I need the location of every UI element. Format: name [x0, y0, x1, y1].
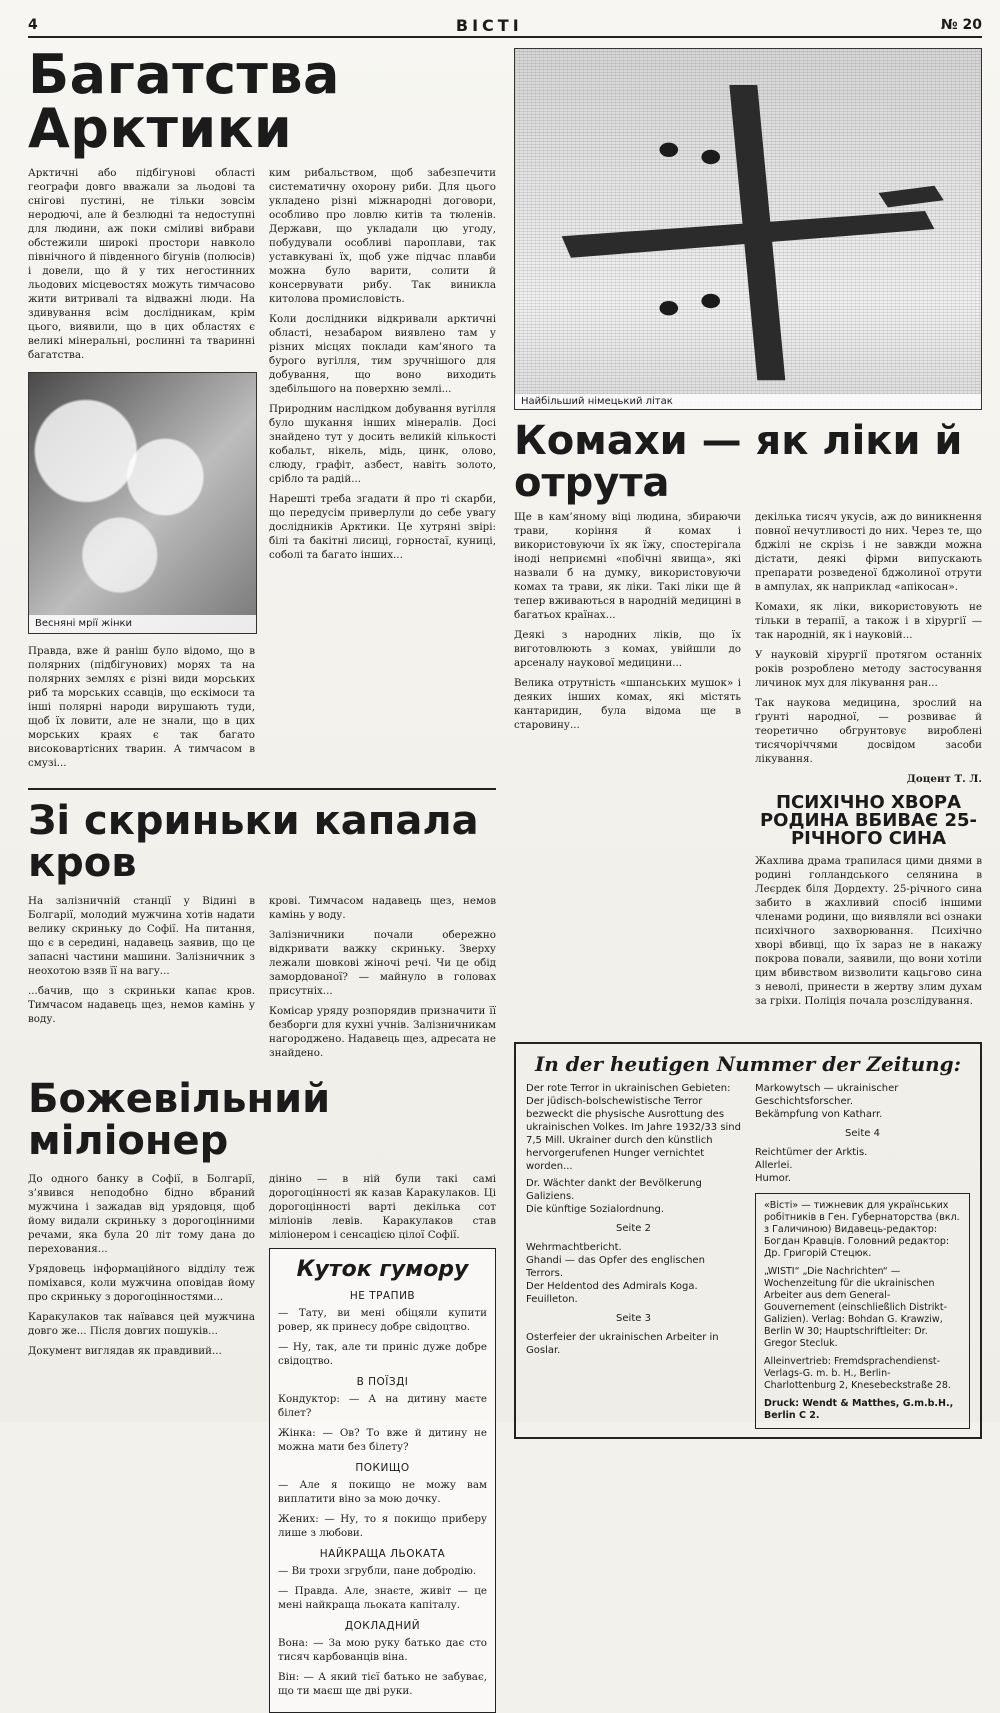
joke-text — [278, 1478, 487, 1540]
article-arctic — [28, 48, 496, 778]
right-column — [514, 48, 982, 1713]
contents-right — [755, 1082, 970, 1429]
imprint-line: Druck: Wendt & Matthes, G.m.b.H., Berlin C 2. — [764, 1398, 954, 1421]
contents-line: Allerlei. — [755, 1160, 793, 1171]
article-family — [755, 794, 982, 1008]
article-column-2 — [755, 510, 982, 1014]
paragraph: Документ виглядав як правдивий... — [28, 1345, 222, 1357]
paragraph: Залізничники почали обережно відкривати важку скриньку. Зверху лежали шовкові жіночі речі. Чи це обід замордованої? — майнуло в головах присутніх... — [269, 929, 496, 997]
divider — [28, 788, 496, 790]
article-body-two-columns — [28, 1172, 496, 1713]
paragraph: У науковій хірургії протягом останніх років розроблено методу застосування личинок мух для лікування ран... — [755, 649, 982, 689]
paragraph: Урядовець інформаційного відділу теж поміхався, коли мужчина оповідав йому про скриньку з дорогоцінностями... — [28, 1263, 255, 1303]
paragraph: декілька тисяч укусів, аж до виникнення повної нечутливості до них. Через те, що бджілі не скрізь і не завжди можна дістати, деякі фірми випускають препарати розведеної бджолиної отрути в ампулах, як наприклад «апікосан». — [755, 511, 982, 593]
joke-text — [278, 1392, 487, 1454]
joke-line: — Ви трохи згрубли, пане добродію. — [278, 1565, 477, 1577]
paragraph: Коли дослідники відкривали арктичні області, незабаром виявлено там у різних місцях поклади кам’яного та бурого вугілля, тим зручнішого для добування, що воно виходить здебільшого на поверхню землі... — [269, 313, 496, 395]
article-blood-box — [28, 800, 496, 1066]
paragraph: Природним наслідком добування вугілля було шукання інших мінералів. Досі знайдено тут у досить великій кількості кобальт, нікель, мідь, цинк, олово, слюду, графіт, азбест, навіть золото, срібло та радій... — [269, 403, 496, 485]
joke-line: Жінка: — Ов? То вже й дитину не можна мати без білету? — [278, 1427, 487, 1453]
contents-line: Der rote Terror in ukrainischen Gebieten: Der jüdisch-bolschewistische Terror bezweckt die physische Ausrottung des ukrainischen Volkes. Im Jahre 1932/33 sind 7,5 Mill. Ukrainer durch den künstlich hervorgerufenen Hunger vernichtet worden... — [526, 1083, 741, 1172]
imprint-box — [755, 1193, 970, 1429]
imprint-line: Alleinvertrieb: Fremdsprachendienst-Verlags-G. m. b. H., Berlin-Charlottenburg 2, Knesebeckstraße 28. — [764, 1356, 951, 1391]
article-column-1 — [28, 1172, 255, 1713]
paragraph: Жахлива драма трапилася цими днями в родині голландського селянина в Леєрдек біля Дордехту. 25-річного сина забито в жахливий спосіб іншими членами родини, що виявляли всі ознаки психічного захворювання. Психічно хворі вбивці, що їх зараз не в накажу покрова повали, заявили, що вони хотіли цим вбивством визволити кацьгово сина з неволі, принести в жертву злим духам за гріхи. Поліція почала розслідування. — [755, 855, 982, 1007]
contents-line: Der Heldentod des Admirals Koga. — [526, 1281, 698, 1292]
article-column-1 — [28, 166, 255, 776]
paragraph: Нарешті треба згадати й про ті скарби, що передусім приверлули до себе увагу дослідників Арктики. Це хутряні звірі: білі та бакітні лисиці, горностаї, куниці, соболі та багато інших... — [269, 493, 496, 561]
paragraph: Комісар уряду розпорядив призначити її безборги для кухні учнів. Залізничникам нагороджено. Надавець щез, адресата не знайдено. — [269, 1005, 496, 1059]
joke-line: — Правда. Але, знаєте, живіт — це мені найкраща льоката капіталу. — [278, 1585, 487, 1611]
paragraph: крові. Тимчасом надавець щез, немов камінь у воду. — [269, 895, 496, 921]
paragraph: Так наукова медицина, зрослий на ґрунті народної, — розвиває й теоретично обгрунтовує вироблені тисячоріччями досвідом засоби лікування. — [755, 697, 982, 765]
article-column-1 — [514, 510, 741, 1014]
article-body-two-columns — [514, 510, 982, 1014]
contents-box — [514, 1042, 982, 1439]
contents-line: Reichtümer der Arktis. — [755, 1147, 868, 1158]
main-grid — [28, 48, 982, 1697]
paragraph: ким рибальством, щоб забезпечити систематичну охорону риби. Для цього укладено різні міжнародні договори, особливо про ловлю китів та тюленів. Держави, що укладали цю угоду, побудували особливі пароплави, так уставкувані їх, щоб уже підчас плавби можна було варити, солити й консервувати рибу. Так виникла китолова промисловість. — [269, 167, 496, 305]
article-title: Божевільний міліонер — [28, 1076, 331, 1164]
airplane-illustration — [515, 49, 981, 409]
contents-page: Seite 4 — [845, 1128, 880, 1139]
article-column-1 — [28, 894, 255, 1066]
paragraph: До одного банку в Софії, в Болгарії, з’явився неподобно бідно вбраний мужчина і зажадав від урядовця, щоб йому видали скриньку з дорогоцінними речами, яка була 20 літ тому дана до перехования... — [28, 1173, 255, 1255]
author: Доцент Т. Л. — [906, 773, 982, 785]
joke-line: Кондуктор: — А на дитину маєте білет? — [278, 1393, 487, 1419]
article-title: Зі скриньки капала кров — [28, 798, 479, 886]
contents-line: Feuilleton. — [526, 1294, 578, 1305]
photo-airplane — [514, 48, 982, 410]
joke-text — [278, 1636, 487, 1698]
imprint-line: «Вісті» — тижневик для українських робітників в Ген. Губернаторства (вкл. з Галичиною) Видавець-редактор: Богдан Кравців. Головний редактор: Др. Григорій Стецюк. — [764, 1200, 960, 1259]
contents-page: Seite 2 — [616, 1223, 651, 1234]
paragraph: Деякі з народних ліків, що їх виготовлюють з комах, увійшли до арсеналу наукової медицини... — [514, 629, 741, 669]
humor-box — [269, 1248, 496, 1713]
contents-line: Wehrmachtbericht. — [526, 1242, 622, 1253]
paragraph: Правда, вже й раніш було відомо, що в полярних (підбігунових) морях та на полярних землях є різні види морських риб та морських ссавців, що ескімоси та інші полярні народи вирушають туди, щоб їх ловити, але не знали, що в цих морських краях є так багато високовартісних тварин. А тимчасом в смузі... — [28, 645, 255, 769]
paragraph: Комахи, як ліки, використовують не тільки в терапії, а також і в хірургії — так народній, як і науковій... — [755, 601, 982, 641]
paragraph: На залізничній станції у Відині в Болгарії, молодий мужчина хотів надати велику скриньку до Софії. На питання, що є в середині, надавець заявив, що це запасні частини машини. Залізничник з неохотою взяв її на вагу... — [28, 895, 255, 977]
joke-title: ДОКЛАДНИЙ — [344, 1620, 421, 1632]
text-block — [269, 1172, 496, 1242]
article-insects — [514, 420, 982, 1030]
contents-line: Die künftige Sozialordnung. — [526, 1204, 665, 1215]
paragraph: Велика отрутність «шпанських мушок» і деяких інших комах, які містять кантаридин, була відома ще в старовину... — [514, 677, 741, 731]
article-column-2 — [269, 166, 496, 776]
article-millionaire — [28, 1078, 496, 1713]
joke-line: — Тату, ви мені обіцяли купити ровер, як принесу добре свідоцтво. — [278, 1307, 487, 1333]
joke-line: — Але я покищо не можу вам виплатити віно за мою дочку. — [278, 1479, 487, 1505]
left-column — [28, 48, 496, 1713]
joke-title: НАЙКРАЩА ЛЬОКАТА — [319, 1548, 446, 1560]
article-title: Багатства Арктики — [28, 48, 340, 160]
page-number: 4 — [28, 17, 38, 33]
contents-line: Dr. Wächter dankt der Bevölkerung Galiziens. — [526, 1178, 702, 1202]
contents-grid — [526, 1082, 970, 1429]
article-column-2 — [269, 1172, 496, 1713]
contents-title: In der heutigen Nummer der Zeitung: — [534, 1052, 962, 1076]
paragraph: Каракулаков так наївався цей мужчина довго же... Після довгих пошуків... — [28, 1311, 255, 1337]
contents-line: Ghandi — das Opfer des englischen Terrors. — [526, 1255, 705, 1279]
article-title: ПСИХІЧНО ХВОРА РОДИНА ВБИВАЄ 25-РІЧНОГО СИНА — [759, 792, 977, 849]
contents-line: Osterfeier der ukrainischen Arbeiter in Goslar. — [526, 1332, 719, 1356]
joke-text — [278, 1564, 487, 1612]
paper-name: ВІСТІ — [455, 15, 523, 35]
joke-line: Жених: — Ну, то я покищо приберу лише з любови. — [278, 1513, 487, 1539]
article-text — [755, 854, 982, 1008]
photo-woman — [28, 372, 257, 634]
masthead — [28, 14, 982, 38]
contents-left — [526, 1082, 741, 1429]
article-title: Комахи — як ліки й отрута — [514, 420, 963, 506]
imprint-line: „WISTI“ „Die Nachrichten“ — Wochenzeitung für die ukrainischen Arbeiter aus dem General-Gouvernement (einschließlich Distrikt-Galizien). Verlag: Bohdan G. Krawziw, Berlin W 30; Hauptschriftleiter: Dr. Gregor Stecluk. — [764, 1266, 948, 1349]
article-body-two-columns — [28, 894, 496, 1066]
paragraph: дініно — в ній були такі самі дорогоцінності як казав Каракулаков. Ці дорогоцінності варті декілька сот міліонів левів. Каракулаков став міліонером і сенсацією цілої Софії. — [269, 1173, 496, 1241]
issue-number: № 20 — [940, 17, 982, 33]
article-body-two-columns — [28, 166, 496, 776]
joke-line: Він: — А який тієї батько не забуває, що ти маєш ще дві руки. — [278, 1671, 487, 1697]
contents-line: Humor. — [755, 1173, 792, 1184]
joke-title: В ПОЇЗДІ — [356, 1376, 409, 1388]
joke-line: — Ну, так, але ти приніс дуже добре свідоцтво. — [278, 1341, 487, 1367]
joke-title: ПОКИЩО — [355, 1462, 410, 1474]
paragraph: ...бачив, що з скриньки капає кров. Тимчасом надавець щез, немов камінь у воду. — [28, 985, 255, 1025]
photo-caption: Найбільший німецький літак — [515, 394, 981, 409]
paragraph: Ще в кам’яному віці людина, збираючи трави, коріння й комах і використовуючи їх як їжу, спостерігала іноді неприємні «побічні явища», які назвали б на думку, використовуючи комах та трави, як ліки. Такі ліки ще й тепер вживаються в народній медицині в багатьох країнах... — [514, 511, 741, 621]
joke-text — [278, 1306, 487, 1368]
paragraph: Арктичні або підбігунові області географи довго вважали за льодові та снігові пустині, не тільки зовсім неродючі, але й безлюдні та недоступні для людини, аж поки сміливі вибрави обстежили широкі простори навколо північного й південного бігунів (полюсів) і довели, що й у тих негостинних льодових місцевостях можуть тимчасово жити витривалі та відважні люди. На здивування всім дослідникам, крім цього, виявили, що в цих областях є великі мінеральні, рослинні та тваринні багатства. — [28, 167, 255, 361]
article-column-2 — [269, 894, 496, 1066]
photo-caption: Весняні мрії жінки — [29, 615, 256, 633]
humor-title: Куток гумору — [296, 1257, 469, 1282]
joke-line: Вона: — За мою руку батько дає сто тисяч карбованців віна. — [278, 1637, 487, 1663]
joke-title: НЕ ТРАПИВ — [349, 1290, 416, 1302]
contents-line: Markowytsch — ukrainischer Geschichtsforscher. — [755, 1083, 899, 1107]
contents-page: Seite 3 — [616, 1313, 651, 1324]
contents-line: Bekämpfung von Katharr. — [755, 1109, 883, 1120]
